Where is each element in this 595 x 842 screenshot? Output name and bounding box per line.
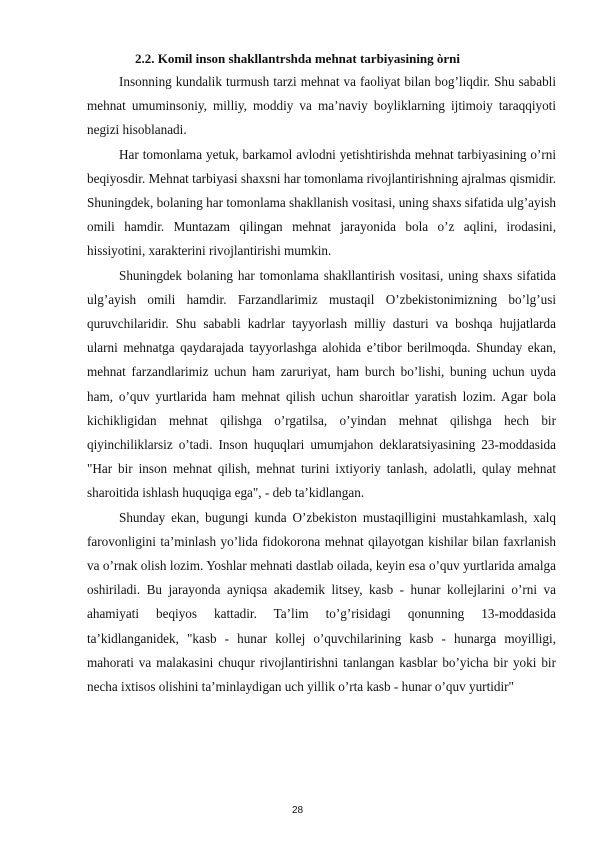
page-number: 28 bbox=[291, 805, 304, 816]
body-text bbox=[87, 70, 556, 699]
paragraph-3: Shuningdek bolaning har tomonlama shakllantirish vositasi, uning shaxs sifatida ulg’ayish omili hamdir. Farzandlarimiz mustaqil O’zbekistonimizning bo’lg’usi quruvchilaridir. Shu sababli kadrlar tayyorlash milliy dasturi va boshqa hujjatlarda ularni mehnatga qaydarajada tayyorlashga alohida e’tibor berilmoqda. Shunday ekan, mehnat farzandlarimiz uchun ham zaruriyat, ham burch bo’lishi, buning uchun uyda ham, o’quv yurtlarida ham mehnat qilish uchun sharoitlar yaratish lozim. Agar bola kichikligidan mehnat qilishga o’rgatilsa, o’yindan mehnat qilishga hech bir qiyinchiliklarsiz o’tadi. Inson huquqlari umumjahon deklaratsiyasining 23-moddasida "Har bir inson mehnat qilish, mehnat turini ixtiyoriy tanlash, adolatli, qulay mehnat sharoitida ishlash huquqiga ega", - deb ta’kidlangan. bbox=[87, 267, 556, 501]
section-heading: 2.2. Komil inson shakllantrshda mehnat tarbiyasining òrni bbox=[134, 51, 461, 66]
paragraph-1: Insonning kundalik turmush tarzi mehnat va faoliyat bilan bog’liqdir. Shu sababli mehnat umuminsoniy, milliy, moddiy va ma’naviy boyliklarning ijtimoiy taraqqiyoti negizi hisoblanadi. bbox=[87, 74, 556, 138]
paragraph-4: Shunday ekan, bugungi kunda O’zbekiston mustaqilligini mustahkamlash, xalq farovonligini ta’minlash yo’lida fidokorona mehnat qilayotgan kishilar bilan faxrlanish va o’rnak olish lozim. Yoshlar mehnati dastlab oilada, keyin esa o’quv yurtlarida amalga oshiriladi. Bu jarayonda ayniqsa akademik litsey, kasb - hunar kollejlarini o’rni va ahamiyati beqiyos kattadir. Ta’lim to’g’risidagi qonunning 13-moddasida ta’kidlanganidek, "kasb - hunar kollej o’quvchilarining kasb - hunarga moyilligi, mahorati va malakasini chuqur rivojlantirishni tanlangan kasblar bo’yicha bir yoki bir necha ixtisos olishini ta’minlaydigan uch yillik o’rta kasb - hunar o’quv yurtidir" bbox=[87, 509, 556, 695]
paragraph-2: Har tomonlama yetuk, barkamol avlodni yetishtirishda mehnat tarbiyasining o’rni beqiyosdir. Mehnat tarbiyasi shaxsni har tomonlama rivojlantirishning ajralmas qismidir. Shuningdek, bolaning har tomonlama shakllanish vositasi, uning shaxs sifatida ulg’ayish omili hamdir. Muntazam qilingan mehnat jarayonida bola o’z aqlini, irodasini, hissiyotini, xarakterini rivojlantirishi mumkin. bbox=[87, 146, 556, 259]
